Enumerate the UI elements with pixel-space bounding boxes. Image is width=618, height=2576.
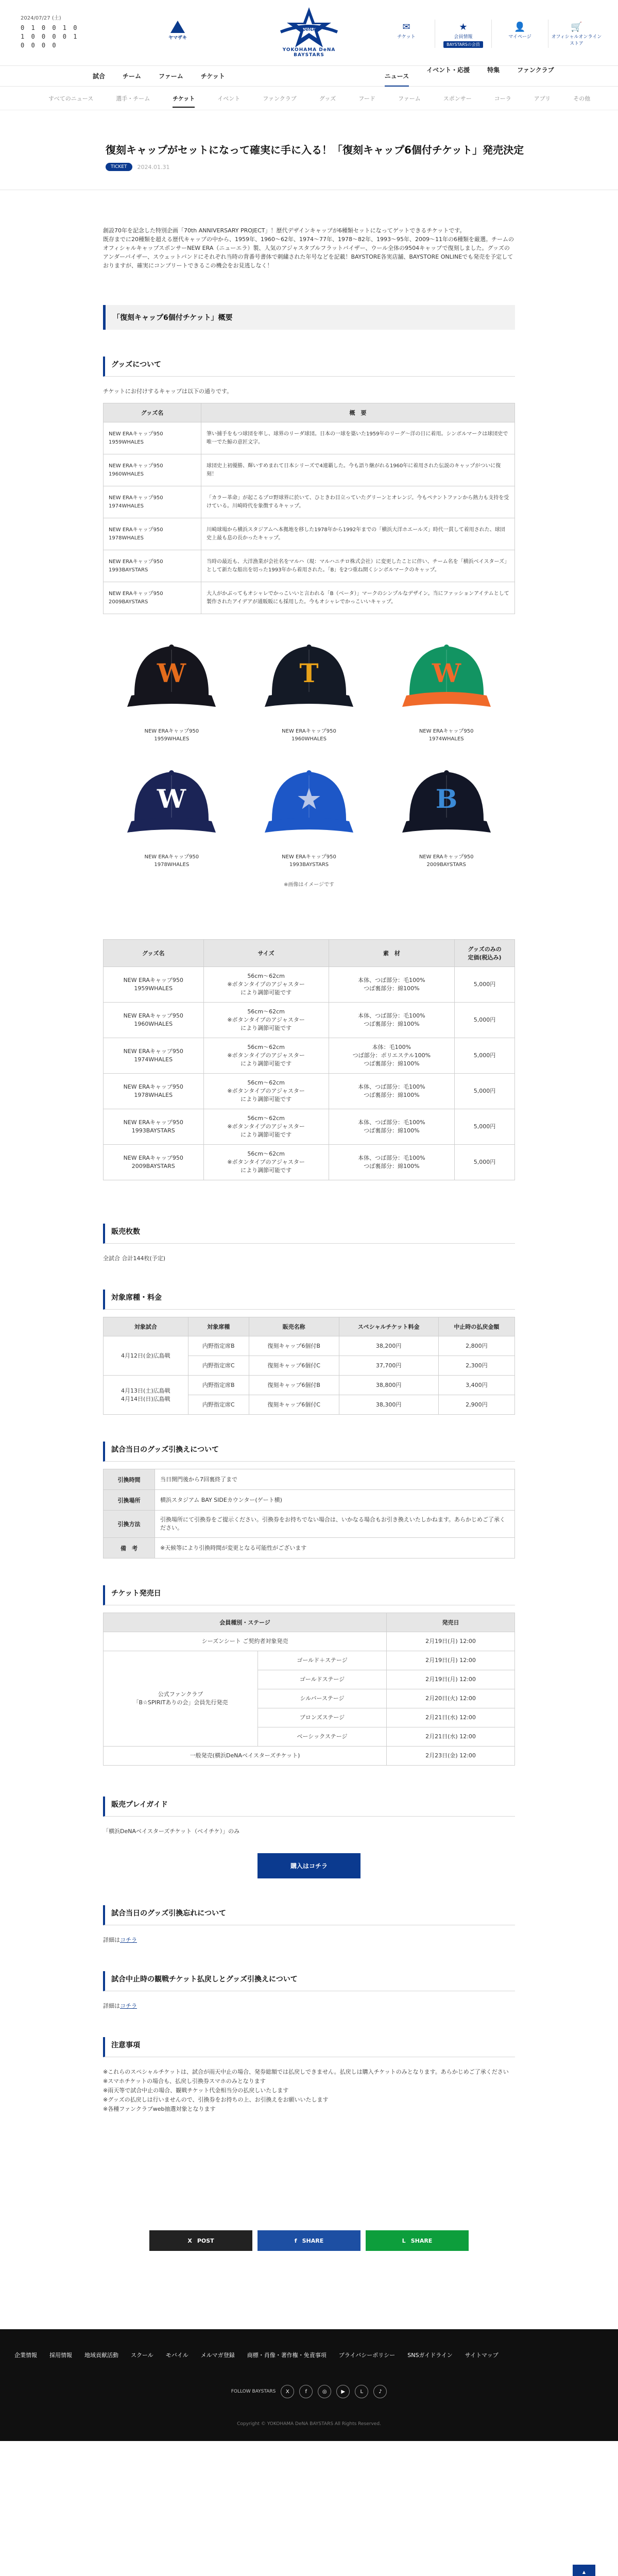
spec-table xyxy=(103,939,515,1180)
notice-list xyxy=(103,2067,515,2114)
table-cell: 56cm～62cm ※ボタンタイプのアジャスター により調節可能です xyxy=(203,1074,329,1109)
share-x-button[interactable] xyxy=(149,2230,252,2251)
table-cell: 4月13日(土)広島戦 4月14日(日)広島戦 xyxy=(104,1376,188,1415)
instagram-icon[interactable]: ◎ xyxy=(318,2385,331,2398)
subnav-item[interactable]: グッズ xyxy=(319,95,336,102)
nav-right-0[interactable]: ニュース xyxy=(385,72,409,87)
table-cell: 2月20日(火) 12:00 xyxy=(387,1689,515,1708)
table-cell: 本体、つば部分：毛100% つば裏部分：綿100% xyxy=(329,1003,454,1038)
notice-item: ※グッズの払戻しは行いませんので、引換券をお持ちの上、お引換えをお願いいたします xyxy=(103,2096,329,2103)
cart-icon: 🛒 xyxy=(571,22,582,32)
share-facebook-button[interactable] xyxy=(258,2230,360,2251)
site-footer xyxy=(0,2329,618,2441)
table-cell: NEW ERAキャップ950 1960WHALES xyxy=(104,1003,204,1038)
exchange-table xyxy=(103,1469,515,1558)
count-text: 全試合 合計144枚(予定) xyxy=(103,1255,166,1262)
facebook-icon[interactable]: f xyxy=(299,2385,313,2398)
cap-image xyxy=(120,760,223,848)
table-cell: 56cm～62cm ※ボタンタイプのアジャスター により調節可能です xyxy=(203,1038,329,1074)
table-cell: 復刻キャップ6個付C xyxy=(249,1356,339,1376)
table-cell: 2月21日(水) 12:00 xyxy=(387,1708,515,1727)
page-title: 復刻キャップがセットになって確実に手に入る！「復刻キャップ6個付チケット」発売決定 xyxy=(106,144,524,156)
cap-name: NEW ERAキャップ950 xyxy=(144,728,199,734)
footer-link[interactable]: サイトマップ xyxy=(465,2352,499,2359)
cap-logo: ★ xyxy=(297,784,321,814)
cap-image xyxy=(395,635,498,722)
cap-image xyxy=(120,635,223,722)
table-row xyxy=(104,1336,515,1356)
line-icon[interactable]: L xyxy=(355,2385,368,2398)
table-cell: 38,300円 xyxy=(339,1395,438,1415)
price-table xyxy=(103,1317,515,1415)
ticket-icon: ✉ xyxy=(402,22,410,32)
forgot-detail-link[interactable]: コチラ xyxy=(120,1937,137,1943)
sponsor-mark-icon xyxy=(170,21,185,33)
cap-name: NEW ERAキャップ950 xyxy=(282,728,336,734)
footer-link[interactable]: スクール xyxy=(131,2352,153,2359)
table-cell: 復刻キャップ6個付B xyxy=(249,1336,339,1356)
footer-link[interactable]: モバイル xyxy=(165,2352,188,2359)
table-cell: NEW ERAキャップ950 1960WHALES xyxy=(104,454,201,486)
line-icon: L xyxy=(402,2237,406,2244)
table-cell: 56cm～62cm ※ボタンタイプのアジャスター により調節可能です xyxy=(203,967,329,1003)
table-row xyxy=(104,582,515,614)
notice-item: ※これらのスペシャルチケットは、試合が雨天中止の場合、発券総額では払戻しできません。払戻しは購入チケットのみとなります。あらかじめご了承ください xyxy=(103,2069,509,2075)
table-row xyxy=(104,1003,515,1038)
nav-left-2[interactable]: ファーム xyxy=(159,73,183,80)
table-cell: 内野指定席B xyxy=(188,1376,249,1395)
nav-right-3[interactable]: ファンクラブ xyxy=(517,66,554,74)
category-tag[interactable]: TICKET xyxy=(106,163,132,171)
subnav-item[interactable]: 選手・チーム xyxy=(116,95,150,102)
cap-logo: W xyxy=(157,658,186,688)
table-row xyxy=(104,518,515,550)
cap-name: NEW ERAキャップ950 xyxy=(419,728,474,734)
buy-button[interactable]: 購入はコチラ xyxy=(258,1853,360,1878)
cap-item xyxy=(377,635,515,743)
table-row xyxy=(104,422,515,454)
table-header-cell: 発売日 xyxy=(387,1613,515,1632)
table-cell: NEW ERAキャップ950 1993BAYSTARS xyxy=(104,1109,204,1145)
footer-link[interactable]: SNSガイドライン xyxy=(407,2352,453,2359)
table-cell: NEW ERAキャップ950 1959WHALES xyxy=(104,422,201,454)
footer-link[interactable]: 商標・肖像・著作権・免責事項 xyxy=(247,2352,327,2359)
cap-image xyxy=(258,760,360,848)
guide-text: 「横浜DeNAベイスターズチケット（ベイチケ）」のみ xyxy=(103,1828,240,1835)
goods-table xyxy=(103,403,515,614)
table-cell: NEW ERAキャップ950 1978WHALES xyxy=(104,518,201,550)
star-logo-icon xyxy=(276,5,342,52)
article-header xyxy=(0,110,618,190)
table-row xyxy=(104,454,515,486)
util-cart[interactable] xyxy=(548,20,605,48)
cap-gallery xyxy=(103,635,515,869)
nav-right-1[interactable]: イベント・応援 xyxy=(426,66,470,74)
table-row xyxy=(104,1469,515,1490)
guide-heading: 販売プレイガイド xyxy=(103,1797,515,1817)
table-header-cell: 備 考 xyxy=(104,1538,155,1558)
cap-logo: T xyxy=(299,658,319,688)
cap-item xyxy=(103,635,241,743)
util-member[interactable] xyxy=(435,20,491,48)
sponsor-logo[interactable]: ヤマザキ xyxy=(164,21,192,44)
table-cell: 2月19日(月) 12:00 xyxy=(387,1651,515,1670)
table-cell: NEW ERAキャップ950 1993BAYSTARS xyxy=(104,550,201,582)
table-cell: 内野指定席C xyxy=(188,1356,249,1376)
cap-year: 1993BAYSTARS xyxy=(289,862,329,868)
table-cell: シーズンシート ご契約者対象発売 xyxy=(104,1632,387,1651)
table-cell: 2月23日(金) 12:00 xyxy=(387,1747,515,1766)
notice-item: ※雨天等で試合中止の場合、観戦チケット代金相当分の払戻しいたします xyxy=(103,2087,289,2094)
footer-link[interactable]: メルマガ登録 xyxy=(200,2352,235,2359)
subnav-item[interactable]: スポンサー xyxy=(443,95,472,102)
back-to-top-button[interactable] xyxy=(573,2565,595,2576)
table-cell: 37,700円 xyxy=(339,1356,438,1376)
member-badge: BAYSTARSの会員 xyxy=(443,41,483,48)
follow-label: FOLLOW BAYSTARS xyxy=(231,2389,276,2394)
cap-year: 1959WHALES xyxy=(154,736,190,742)
publish-date: 2024.01.31 xyxy=(137,163,170,171)
table-row xyxy=(104,1490,515,1511)
util-label: チケット xyxy=(397,35,416,40)
table-cell: 引換場所にて引換券をご提示ください。引換券をお持ちでない場合は、いかなる場合もお引き換えいたしかねます。あらかじめご了承ください。 xyxy=(155,1511,515,1538)
table-header-cell: 引換場所 xyxy=(104,1490,155,1511)
table-cell: 公式ファンクラブ 「B☆SPIRITありの会」会員先行発売 xyxy=(104,1651,258,1747)
table-header-cell: サイズ xyxy=(203,940,329,967)
share-line-button[interactable] xyxy=(366,2230,469,2251)
goods-heading: グッズについて xyxy=(103,357,515,377)
table-cell: 本体、つば部分：毛100% つば裏部分：綿100% xyxy=(329,1145,454,1180)
forgot-text: 詳細はコチラ xyxy=(103,1937,137,1943)
table-cell: NEW ERAキャップ950 2009BAYSTARS xyxy=(104,582,201,614)
table-cell: 5,000円 xyxy=(455,1038,515,1074)
count-heading: 販売枚数 xyxy=(103,1224,515,1244)
cap-year: 1960WHALES xyxy=(291,736,327,742)
cap-logo: W xyxy=(157,784,186,814)
nav-right-2[interactable]: 特集 xyxy=(487,66,500,74)
cap-item xyxy=(377,760,515,869)
table-row xyxy=(104,967,515,1003)
table-cell: 内野指定席B xyxy=(188,1336,249,1356)
table-cell: ゴールドステージ xyxy=(258,1670,387,1689)
news-category-nav xyxy=(0,87,618,110)
table-header-row xyxy=(104,1317,515,1336)
table-cell: 本体、つば部分：毛100% つば裏部分：綿100% xyxy=(329,1109,454,1145)
notice-heading: 注意事項 xyxy=(103,2037,515,2057)
table-cell: 川崎球場から横浜スタジアムへ本拠地を移した1978年から1992年までの「横浜大洋ホエールズ」時代一貫して着用された、球団史上最も息の長かったキャップ。 xyxy=(201,518,515,550)
table-cell: 5,000円 xyxy=(455,1145,515,1180)
table-cell: 当日開門後から7回裏終了まで xyxy=(155,1469,515,1490)
table-cell: NEW ERAキャップ950 1974WHALES xyxy=(104,486,201,518)
util-label: マイページ xyxy=(508,35,531,40)
table-cell: 2月19日(月) 12:00 xyxy=(387,1670,515,1689)
baystars-logo[interactable] xyxy=(276,5,342,62)
table-cell: 56cm～62cm ※ボタンタイプのアジャスター により調節可能です xyxy=(203,1003,329,1038)
scoreboard[interactable] xyxy=(21,24,78,50)
table-cell: 4月12日(金)広島戦 xyxy=(104,1336,188,1376)
table-cell: 2,900円 xyxy=(438,1395,514,1415)
share-label: POST xyxy=(197,2237,214,2244)
summary-heading: 「復刻キャップ6個付チケット」概要 xyxy=(103,305,515,330)
nav-left-3[interactable]: チケット xyxy=(200,73,225,80)
table-cell: 3,400円 xyxy=(438,1376,514,1395)
logo-text: YOKOHAMA DeNA BAYSTARS xyxy=(282,47,336,58)
cap-year: 1978WHALES xyxy=(154,862,190,868)
table-row xyxy=(104,1038,515,1074)
cap-item xyxy=(103,760,241,869)
follow-sns xyxy=(0,2385,618,2398)
notice-item: ※各種ファンクラブweb抽選対象となります xyxy=(103,2106,216,2112)
table-header-cell: 概 要 xyxy=(201,403,515,422)
article-body xyxy=(103,190,515,2251)
table-cell: NEW ERAキャップ950 1959WHALES xyxy=(104,967,204,1003)
release-table xyxy=(103,1613,515,1766)
cap-item xyxy=(241,635,378,743)
svg-text:DeNA: DeNA xyxy=(302,27,316,32)
table-cell: 2,800円 xyxy=(438,1336,514,1356)
table-header-cell: グッズのみの 定価(税込み) xyxy=(455,940,515,967)
chevron-up-icon: ▲ xyxy=(582,2570,586,2574)
footer-link[interactable]: 地域貢献活動 xyxy=(84,2352,118,2359)
subnav-item[interactable]: イベント xyxy=(217,95,241,102)
table-cell: 5,000円 xyxy=(455,967,515,1003)
cancel-text: 詳細はコチラ xyxy=(103,2003,137,2009)
table-header-cell: グッズ名 xyxy=(104,403,201,422)
release-heading: チケット発売日 xyxy=(103,1585,515,1605)
table-cell: 5,000円 xyxy=(455,1074,515,1109)
util-label: オフィシャルオンラインストア xyxy=(551,35,602,46)
table-header-cell: 素 材 xyxy=(329,940,454,967)
table-cell: NEW ERAキャップ950 1978WHALES xyxy=(104,1074,204,1109)
cap-logo: W xyxy=(432,658,461,688)
table-header-cell: 会員種別・ステージ xyxy=(104,1613,387,1632)
table-row xyxy=(104,1376,515,1395)
x-icon: X xyxy=(187,2237,192,2244)
table-cell: 2月21日(水) 12:00 xyxy=(387,1727,515,1747)
table-row xyxy=(104,1511,515,1538)
table-header-cell: 対象試合 xyxy=(104,1317,188,1336)
table-cell: 38,800円 xyxy=(339,1376,438,1395)
table-cell: ブロンズステージ xyxy=(258,1708,387,1727)
scoreboard-date: 2024/07/27 (土) xyxy=(21,15,61,21)
cap-logo: B xyxy=(435,784,457,814)
table-row xyxy=(104,1651,515,1670)
table-cell: NEW ERAキャップ950 1974WHALES xyxy=(104,1038,204,1074)
forgot-heading: 試合当日のグッズ引換忘れについて xyxy=(103,1905,515,1925)
scoreboard-row: 1 0 0 0 0 1 xyxy=(21,33,79,40)
subnav-item[interactable]: すべてのニュース xyxy=(48,95,94,102)
subnav-item[interactable]: ファーム xyxy=(398,95,421,102)
util-label: 会員情報 xyxy=(454,35,473,40)
goods-intro: チケットにお付けするキャップは以下の通りです。 xyxy=(103,388,233,395)
cap-name: NEW ERAキャップ950 xyxy=(144,854,199,860)
table-row xyxy=(104,1538,515,1558)
lead-text: 創設70年を記念した特別企画「70th ANNIVERSARY PROJECT」！歴代デザインキャップが6種類セットになってゲットできるチケットです。 既存までに20種類を超える歴代キャップの中から、1959年、1960～62年、1974～77年、1978～82年、1993～95年、2009～11年の6種類を厳選。チームのオフィシャルキャップスポンサーNEW ERA（ニューエラ）製、人気のアジャスタブルフラットバイザー、ウール全体の9504キャップで復刻しました。グッズのアンダーバイザー、スウェットバンドにそれぞれ当時の背番号書体で刺繍された年号などを記載！BAYSTORE各実店舗、BAYSTORE ONLINEでも発売を予定しておりますが、確実にコンプリートできるこの機会をお見逃しなく！ xyxy=(103,227,514,269)
cap-image xyxy=(258,635,360,722)
subnav-item[interactable]: チケット xyxy=(173,94,195,108)
scoreboard-row: 0 1 0 0 1 0 xyxy=(21,24,79,31)
table-cell: 当時の最近も、大洋漁業が会社名をマルハ（現：マルハニチロ株式会社）に変更したことに伴い、チーム名を「横浜ベイスターズ」として新たな船出を切った1993年から着用された。「B」を2つ重ね開くシンボルマークのキャップ。 xyxy=(201,550,515,582)
table-cell: 5,000円 xyxy=(455,1003,515,1038)
tiktok-icon[interactable]: ♪ xyxy=(373,2385,387,2398)
table-cell: 一般発売(横浜DeNAベイスターズチケット) xyxy=(104,1747,387,1766)
table-cell: 復刻キャップ6個付C xyxy=(249,1395,339,1415)
youtube-icon[interactable]: ▶ xyxy=(336,2385,350,2398)
x-icon[interactable]: X xyxy=(281,2385,294,2398)
table-header-cell: 引換方法 xyxy=(104,1511,155,1538)
table-cell: ゴールド＋ステージ xyxy=(258,1651,387,1670)
table-cell: 筆い捕手をもつ球団を率し、球界のリーダ球団。日本の一球を築いた1959年のリーグ～洋の日に着用。シンボルマークは球団史で唯一でた鯨の意匠文字。 xyxy=(201,422,515,454)
price-heading: 対象席種・料金 xyxy=(103,1290,515,1310)
table-cell: 内野指定席C xyxy=(188,1395,249,1415)
table-cell: 56cm～62cm ※ボタンタイプのアジャスター により調節可能です xyxy=(203,1145,329,1180)
subnav-item[interactable]: フード xyxy=(358,95,375,102)
table-cell: 大人がかぶってもオシャレでかっこいいと言われる「B（ベータ）」マークのシンプルなデザイン。当にファッションアイテムとして製作されたアイデアが通販販にも採用した。今もオシャレでかっこいいキャップ。 xyxy=(201,582,515,614)
table-row xyxy=(104,1632,515,1651)
subnav-item[interactable]: その他 xyxy=(573,95,591,102)
table-header-cell: グッズ名 xyxy=(104,940,204,967)
image-note: ※画像はイメージです xyxy=(283,882,335,888)
table-cell: 本体、つば部分：毛100% つば裏部分：綿100% xyxy=(329,1074,454,1109)
table-row xyxy=(104,486,515,518)
cap-name: NEW ERAキャップ950 xyxy=(282,854,336,860)
table-cell: 復刻キャップ6個付B xyxy=(249,1376,339,1395)
subnav-item[interactable]: アプリ xyxy=(534,95,551,102)
table-cell: ベーシックステージ xyxy=(258,1727,387,1747)
table-cell: 本体、つば部分：毛100% つば裏部分：綿100% xyxy=(329,967,454,1003)
table-cell: 56cm～62cm ※ボタンタイプのアジャスター により調節可能です xyxy=(203,1109,329,1145)
footer-link[interactable]: 採用情報 xyxy=(49,2352,72,2359)
table-cell: 「カラー革命」が起こるプロ野球界に於いて、ひときわ目立っていたグリーンとオレンジ。今もペナントファンから熱力も支持を受けている。川崎時代を象徴するキャップ。 xyxy=(201,486,515,518)
cap-image xyxy=(395,760,498,848)
exchange-heading: 試合当日のグッズ引換えについて xyxy=(103,1442,515,1462)
cap-year: 2009BAYSTARS xyxy=(426,862,466,868)
table-header-cell: 中止時の払戻金額 xyxy=(438,1317,514,1336)
table-header-row xyxy=(104,403,515,422)
table-cell: 横浜スタジアム BAY SIDEカウンター(ゲート横) xyxy=(155,1490,515,1511)
scoreboard-row: 0 0 0 0 xyxy=(21,42,58,49)
table-cell: ※天候等により引換時間が変更となる可能性がございます xyxy=(155,1538,515,1558)
table-header-row xyxy=(104,940,515,967)
table-header-cell: 対象席種 xyxy=(188,1317,249,1336)
table-row xyxy=(104,1747,515,1766)
share-label: SHARE xyxy=(302,2237,324,2244)
table-row xyxy=(104,550,515,582)
table-cell: 本体：毛100% つば部分：ポリエステル100% つば裏部分：綿100% xyxy=(329,1038,454,1074)
cancel-detail-link[interactable]: コチラ xyxy=(120,2003,137,2009)
global-nav xyxy=(0,66,618,87)
table-cell: シルバーステージ xyxy=(258,1689,387,1708)
cap-name: NEW ERAキャップ950 xyxy=(419,854,474,860)
nav-left-0[interactable]: 試合 xyxy=(93,73,106,80)
member-icon: ★ xyxy=(459,22,468,32)
subnav-item[interactable]: コーラ xyxy=(494,95,511,102)
footer-link[interactable]: プライバシーポリシー xyxy=(338,2352,396,2359)
util-ticket[interactable] xyxy=(378,20,435,48)
table-cell: 2,300円 xyxy=(438,1356,514,1376)
notice-item: ※スマホチケットの場合も、払戻し引換券スマホのみとなります xyxy=(103,2078,266,2084)
copyright: Copyright © YOKOHAMA DeNA BAYSTARS All Rights Reserved. xyxy=(237,2421,381,2427)
user-icon: 👤 xyxy=(514,22,526,32)
table-cell: 2月19日(月) 12:00 xyxy=(387,1632,515,1651)
facebook-icon: f xyxy=(294,2237,297,2244)
share-label: SHARE xyxy=(410,2237,433,2244)
cap-item xyxy=(241,760,378,869)
footer-nav xyxy=(0,2329,618,2359)
table-header-cell: スペシャルチケット料金 xyxy=(339,1317,438,1336)
share-bar xyxy=(103,2230,515,2251)
util-user[interactable] xyxy=(491,20,548,48)
subnav-item[interactable]: ファンクラブ xyxy=(263,95,297,102)
table-cell: NEW ERAキャップ950 2009BAYSTARS xyxy=(104,1145,204,1180)
footer-link[interactable]: 企業情報 xyxy=(14,2352,37,2359)
table-header-cell: 引換時間 xyxy=(104,1469,155,1490)
table-cell: 5,000円 xyxy=(455,1109,515,1145)
table-row xyxy=(104,1074,515,1109)
table-row xyxy=(104,1109,515,1145)
table-cell: 38,200円 xyxy=(339,1336,438,1356)
table-cell: 球団史上初優勝、輝いすめまれて日本シリーズで4連覇した。今も語り継がれる1960年に着用された伝説のキャップがついに復刻！ xyxy=(201,454,515,486)
table-header-row xyxy=(104,1613,515,1632)
utility-nav xyxy=(378,20,605,48)
cap-year: 1974WHALES xyxy=(428,736,464,742)
table-row xyxy=(104,1145,515,1180)
cancel-heading: 試合中止時の観戦チケット払戻しとグッズ引換えについて xyxy=(103,1971,515,1991)
nav-left-1[interactable]: チーム xyxy=(123,73,142,80)
table-header-cell: 販売名称 xyxy=(249,1317,339,1336)
site-header xyxy=(0,0,618,66)
